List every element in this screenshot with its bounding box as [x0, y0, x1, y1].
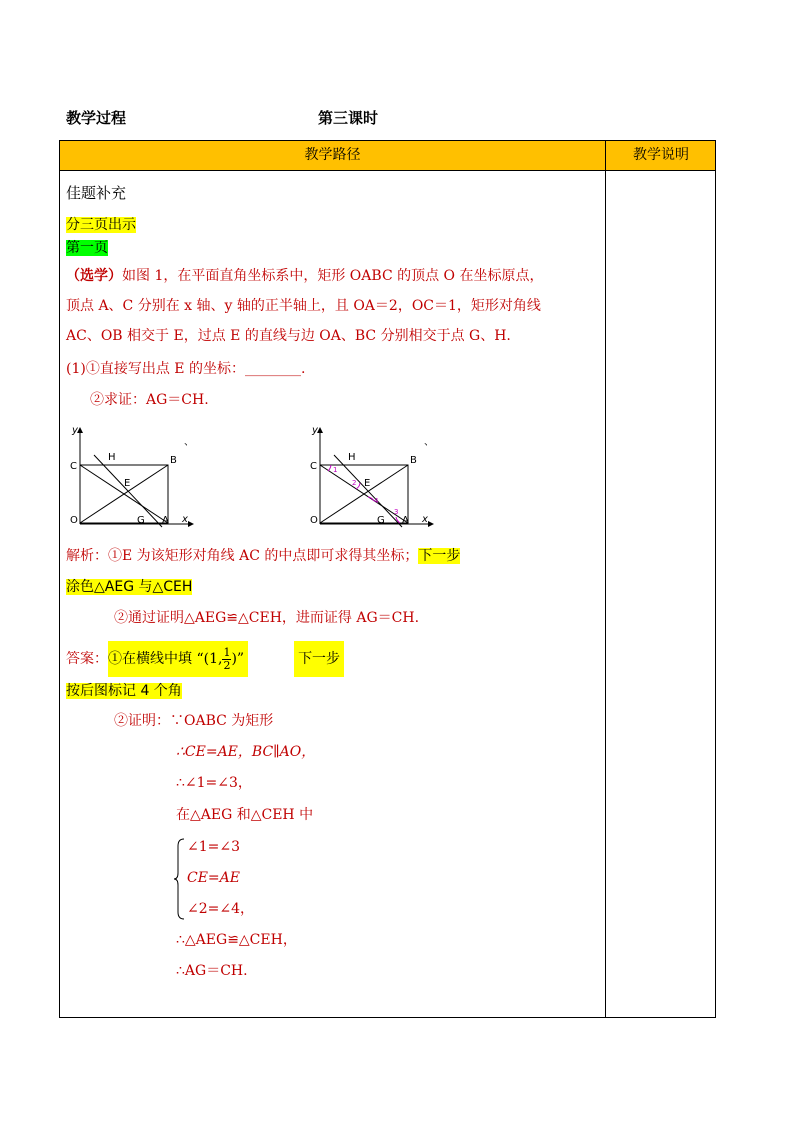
- tag-first-page-text: 第一页: [66, 240, 108, 256]
- tag-three-pages-text: 分三页出示: [66, 217, 136, 233]
- fig1-label-g: G: [137, 515, 145, 526]
- fig2-label-e: E: [364, 478, 371, 489]
- fig1-label-h: H: [108, 452, 116, 463]
- column-divider: [605, 141, 606, 1017]
- fig1-label-o: O: [70, 515, 78, 526]
- fig1-label-x: x: [182, 514, 188, 525]
- fig1-mark: 、: [184, 437, 194, 448]
- proof-line-2: ∴∠1=∠3，: [176, 775, 252, 791]
- fig2-label-y: y: [312, 425, 318, 436]
- figure-2: [304, 423, 444, 533]
- fraction-denominator: 2: [223, 658, 231, 672]
- fig2-angle-2: 2: [352, 479, 357, 487]
- problem-line-3: AC、OB 相交于 E，过点 E 的直线与边 OA、BC 分别相交于点 G、H.: [66, 328, 511, 344]
- answer-1-close: )”: [231, 651, 245, 667]
- mark-note-text: 按后图标记 4 个角: [66, 683, 182, 699]
- next-step-1: 下一步: [418, 548, 461, 564]
- fig2-label-h: H: [348, 452, 356, 463]
- fig2-label-o: O: [310, 515, 318, 526]
- proof-brace: [173, 838, 185, 920]
- color-note-text: 涂色△AEG 与△CEH: [66, 579, 193, 595]
- proof-line-5: ∴AG＝CH.: [176, 963, 248, 979]
- analysis-line-1: [66, 546, 460, 566]
- answer-1-text: ①在横线中填 “(1,: [108, 651, 223, 667]
- problem-line-1: [66, 266, 543, 286]
- proof-line-4: ∴△AEG≌△CEH，: [176, 932, 297, 948]
- header-left: 教学过程: [66, 109, 127, 127]
- proof-brace-line-3: ∠2=∠4，: [187, 901, 255, 917]
- fig2-angle-1: 1: [333, 466, 338, 474]
- proof-line-3: 在△AEG 和△CEH 中: [176, 807, 314, 823]
- table-header-row: [60, 141, 715, 171]
- proof-brace-line-1: ∠1=∠3: [187, 839, 241, 855]
- answer-box: [108, 641, 248, 677]
- next-step-2: 下一步: [294, 641, 344, 677]
- fig2-label-b: B: [410, 455, 417, 466]
- tag-three-pages: [66, 215, 136, 235]
- fig1-label-y: y: [72, 425, 78, 436]
- fig1-label-e: E: [124, 478, 131, 489]
- mark-note: [66, 681, 182, 701]
- analysis-line-2: ②通过证明△AEG≌△CEH，进而证得 AG＝CH.: [114, 610, 420, 626]
- fig1-label-a: A: [162, 515, 169, 526]
- problem-line-2: 顶点 A、C 分别在 x 轴、y 轴的正半轴上，且 OA＝2，OC＝1，矩形对角线: [66, 298, 541, 314]
- fig2-label-a: A: [402, 515, 409, 526]
- fig2-label-x: x: [422, 514, 428, 525]
- fig2-label-g: G: [377, 515, 385, 526]
- problem-label: （选学）: [66, 268, 122, 284]
- color-note: [66, 577, 192, 597]
- fig2-angle-4: 4: [374, 497, 379, 505]
- proof-brace-line-2: CE=AE: [187, 870, 240, 886]
- proof-line-1: ∴CE=AE，BC∥AO，: [176, 744, 316, 760]
- answer-label: 答案：: [66, 651, 108, 667]
- fig2-label-c: C: [310, 461, 317, 472]
- proof-line-0: ②证明：∵OABC 为矩形: [114, 713, 274, 729]
- header-center: 第三课时: [318, 109, 379, 127]
- col1-header: 教学路径: [304, 147, 361, 163]
- question-1: (1)①直接写出点 E 的坐标：________.: [66, 361, 306, 377]
- figure-1: [64, 423, 204, 533]
- fig1-label-c: C: [70, 461, 77, 472]
- answer-line: [66, 641, 344, 677]
- fig2-mark: 、: [424, 437, 434, 448]
- question-2: ②求证：AG＝CH.: [90, 392, 209, 408]
- fraction-numerator: 1: [223, 645, 231, 659]
- problem-text-1: 如图 1，在平面直角坐标系中，矩形 OABC 的顶点 O 在坐标原点，: [122, 268, 544, 284]
- fig1-label-b: B: [170, 455, 177, 466]
- analysis-1-text: 解析：①E 为该矩形对角线 AC 的中点即可求得其坐标；: [66, 548, 419, 564]
- section-title: 佳题补充: [66, 184, 127, 202]
- col2-header: 教学说明: [633, 147, 689, 163]
- fig2-angle-3: 3: [394, 508, 399, 516]
- tag-first-page: [66, 238, 108, 258]
